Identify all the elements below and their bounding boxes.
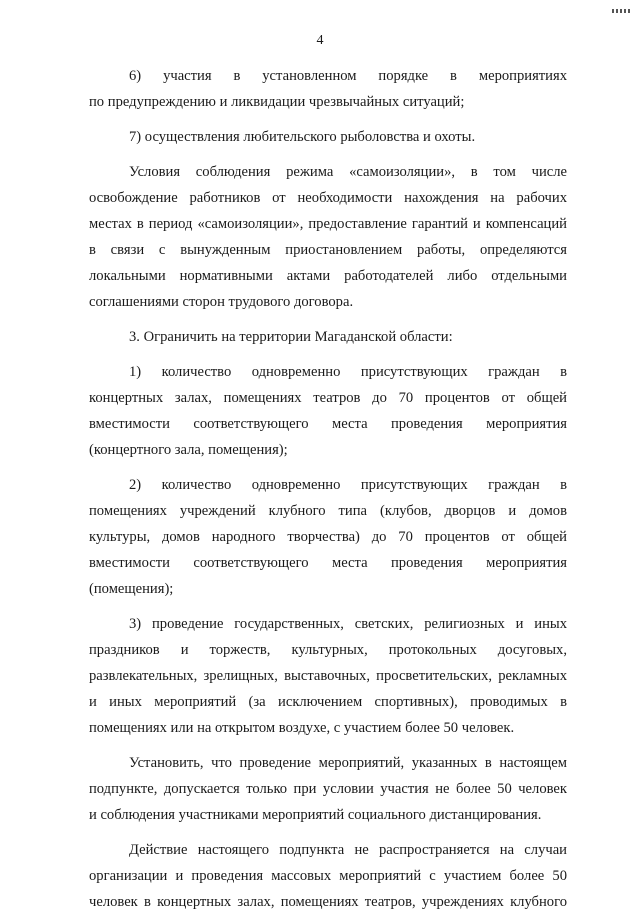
text-line: 7) осуществления любительского рыболовства и охоты. [129,129,476,145]
paragraph-item-1 [89,359,567,463]
text-line: организации и проведения массовых мероприятий с участием более 50 [89,868,567,884]
text-line: соглашениями сторон трудового договора. [89,294,354,310]
paragraph-item-6 [89,63,567,115]
text-line: по предупреждению и ликвидации чрезвычайных ситуаций; [89,94,465,110]
text-line: и соблюдения участниками мероприятий социального дистанцирования. [89,807,542,823]
text-line: в связи с вынужденным приостановлением работы, определяются [89,242,567,258]
text-line: и иных мероприятий (за исключением спортивных), проводимых в [89,694,567,710]
text-line: 3) проведение государственных, светских, религиозных и иных [129,616,567,632]
paragraph-item-2 [89,472,567,602]
paragraph-section-3 [89,324,567,350]
text-line: Установить, что проведение мероприятий, указанных в настоящем [129,755,567,771]
text-line: культуры, домов народного творчества) до 70 процентов от общей [89,529,567,545]
text-line: помещениях учреждений клубного типа (клубов, дворцов и домов [89,503,567,519]
text-line: 6) участия в установленном порядке в мероприятиях [129,68,567,84]
text-line: помещениях или на открытом воздухе, с участием более 50 человек. [89,720,515,736]
text-line: 2) количество одновременно присутствующих граждан в [129,477,567,493]
text-line: вместимости соответствующего места проведения мероприятия [89,416,567,432]
text-line: концертных залах, помещениях театров до 70 процентов от общей [89,390,567,406]
text-line: местах в период «самоизоляции», предоставление гарантий и компенсаций [89,216,567,232]
text-line: подпункте, допускается только при условии участия не более 50 человек [89,781,567,797]
text-line: праздников и торжеств, культурных, протокольных досуговых, [89,642,567,658]
page-number: 4 [316,33,324,48]
text-line: вместимости соответствующего места проведения мероприятия [89,555,567,571]
paragraph-self-isolation [89,159,567,315]
text-line: Условия соблюдения режима «самоизоляции», в том числе [129,164,567,180]
text-line: 1) количество одновременно присутствующих граждан в [129,364,567,380]
paragraph-item-3 [89,611,567,741]
text-line: (концертного зала, помещения); [89,442,288,458]
text-line: (помещения); [89,581,174,597]
paragraph-item-7 [89,124,567,150]
text-line: освобождение работников от необходимости нахождения на рабочих [89,190,567,206]
text-line: человек в концертных залах, помещениях театров, учреждениях клубного [89,894,567,910]
text-line: 3. Ограничить на территории Магаданской области: [129,329,453,345]
text-line: локальными нормативными актами работодателей либо отдельными [89,268,567,284]
paragraph-exception [89,837,567,915]
text-line: Действие настоящего подпункта не распространяется на случаи [129,842,567,858]
document-body [89,63,567,915]
scan-corner-mark [612,0,634,4]
text-line: развлекательных, зрелищных, выставочных, просветительских, рекламных [89,668,567,684]
paragraph-establish [89,750,567,828]
